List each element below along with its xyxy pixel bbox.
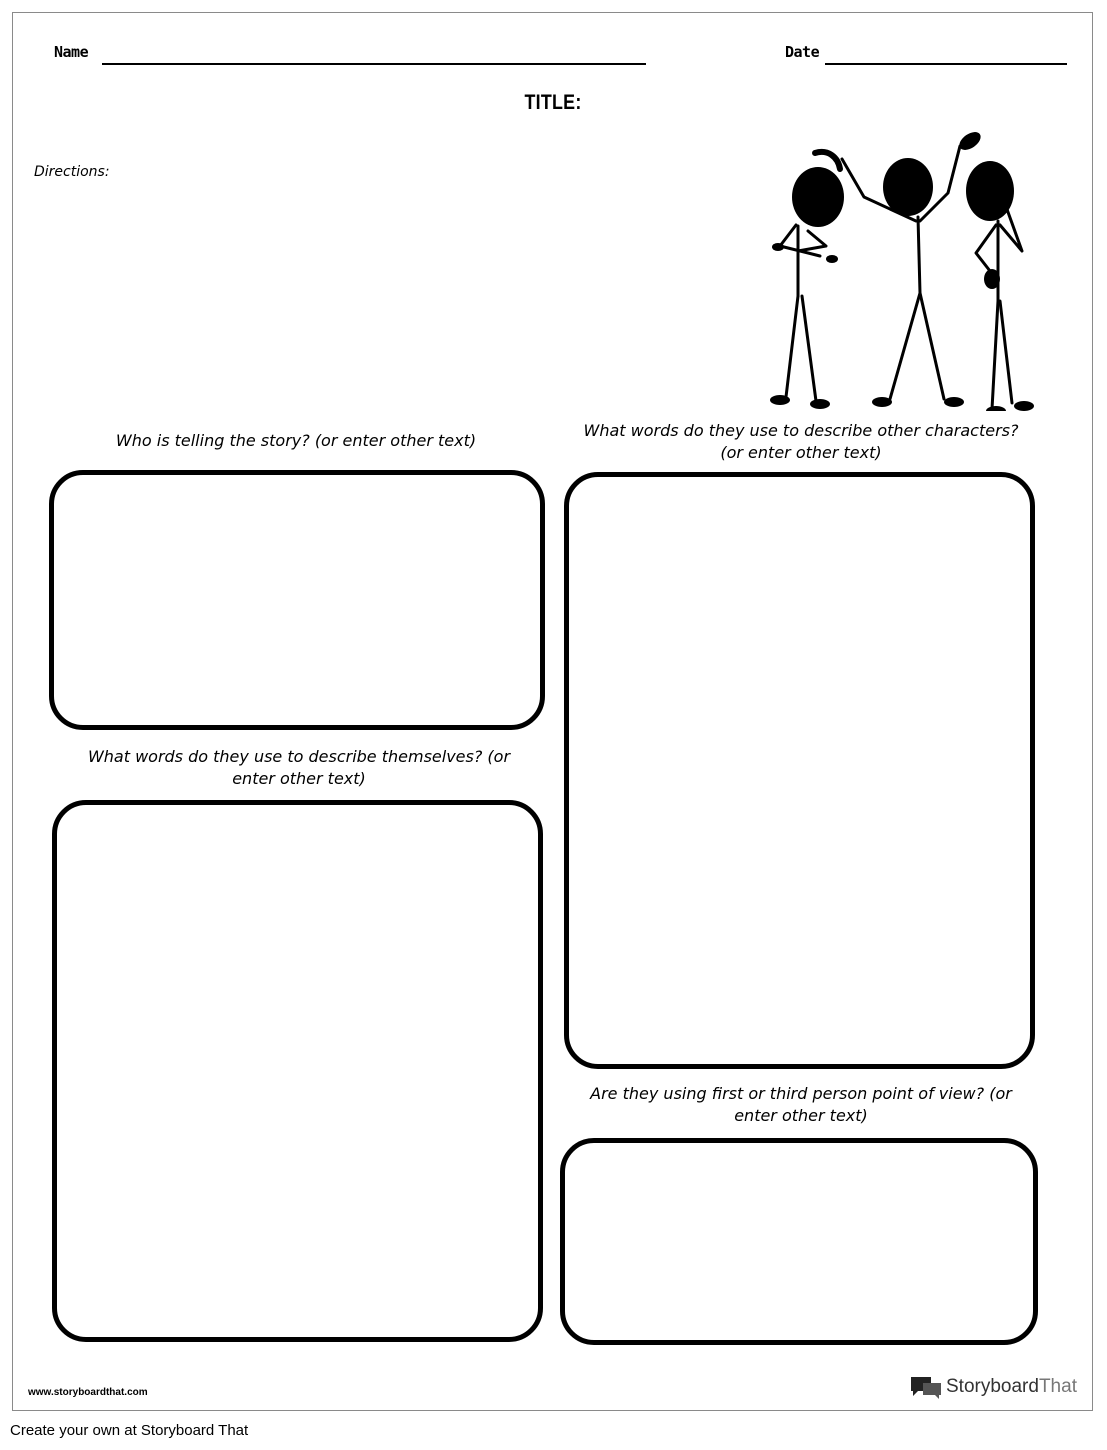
name-line[interactable] <box>102 63 646 65</box>
create-your-own-caption[interactable]: Create your own at Storyboard That <box>10 1422 249 1439</box>
three-stick-figures-icon <box>758 121 1038 411</box>
speech-bubbles-logo-icon <box>909 1375 943 1399</box>
prompt-describe-others: What words do they use to describe other characters? (or enter other text) <box>583 421 1019 462</box>
date-line[interactable] <box>825 63 1067 65</box>
answer-box-describe-self[interactable] <box>52 800 543 1342</box>
name-label: Name <box>54 43 89 61</box>
storyboardthat-logo[interactable] <box>909 1375 1077 1399</box>
date-label: Date <box>785 43 820 61</box>
prompt-narrator: Who is telling the story? (or enter other text) <box>115 431 477 450</box>
brand-text-that: That <box>1038 1376 1077 1397</box>
worksheet-page <box>12 12 1093 1411</box>
answer-box-narrator[interactable] <box>49 470 545 730</box>
answer-box-point-of-view[interactable] <box>560 1138 1038 1345</box>
answer-box-describe-others[interactable] <box>564 472 1035 1069</box>
prompt-describe-self: What words do they use to describe themselves? (or enter other text) <box>87 747 511 788</box>
brand-text-storyboard: Storyboard <box>946 1376 1039 1397</box>
directions-label: Directions: <box>34 164 110 180</box>
prompt-point-of-view: Are they using first or third person point of view? (or enter other text) <box>590 1084 1012 1125</box>
footer-url[interactable]: www.storyboardthat.com <box>28 1387 148 1398</box>
page-title: TITLE: <box>524 91 582 114</box>
